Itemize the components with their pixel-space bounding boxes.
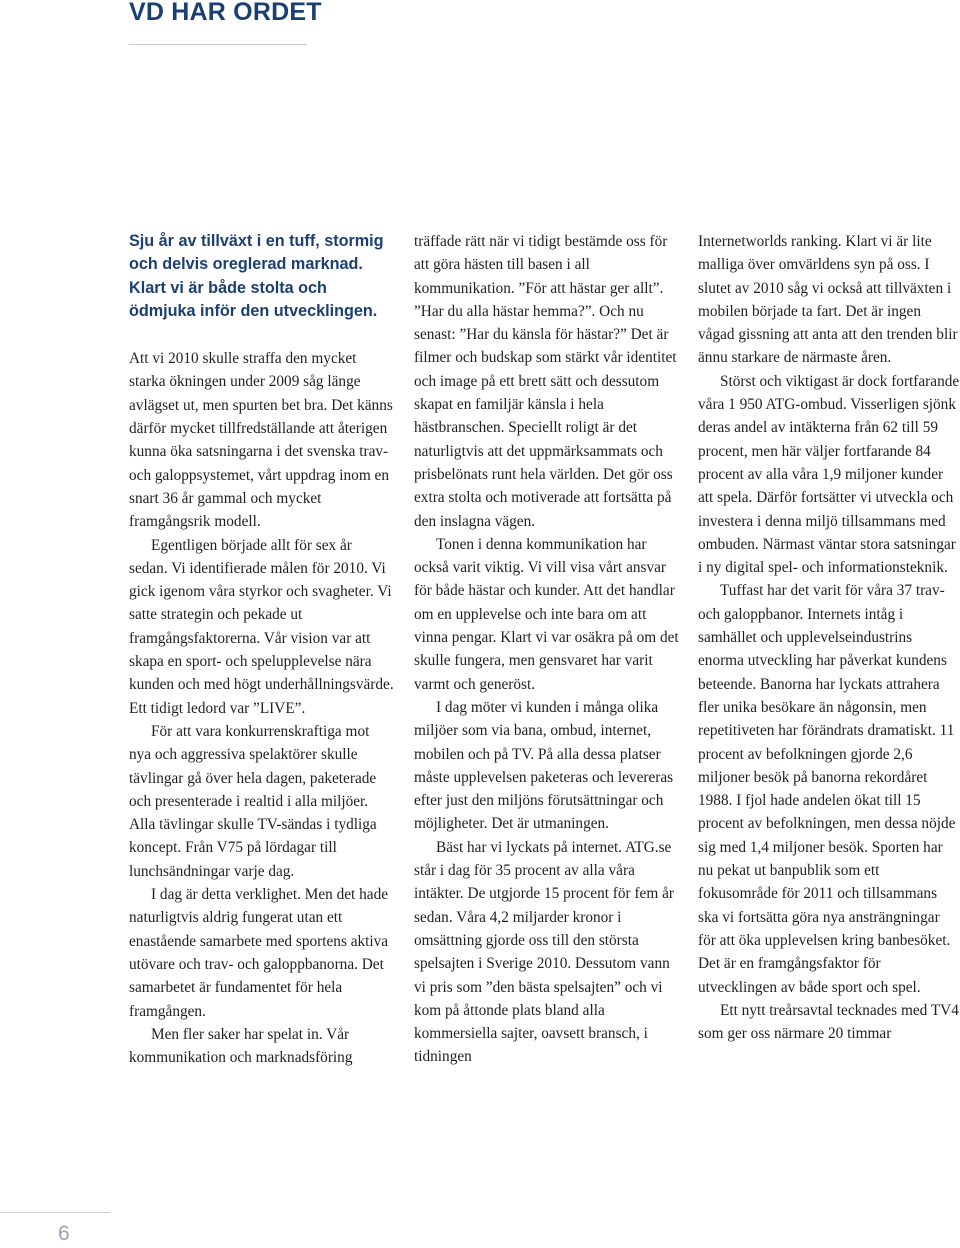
body-paragraph: Störst och viktigast är dock fortfarande våra 1 950 ATG-ombud. Visserligen sjönk deras andel av intäkterna från 62 till 59 procent, men här väljer fortfarande 84 procent av alla våra 1,9 miljoner kunder att spela. Därför fortsätter vi utveckla och investera i denna miljö tillsammans med ombuden. Närmast väntar stora satsningar i ny digital spel- och informationsteknik. [698, 372, 960, 577]
body-paragraph: För att vara konkurrenskraftiga mot nya och aggressiva spelaktörer skulle tävlingar gå över hela dagen, paketerade och presenterade i realtid i alla miljöer. Alla tävlingar skulle TV-sändas i tydliga koncept. Från V75 på lördagar till lunchsändningar varje dag. [129, 722, 377, 880]
body-paragraph: Bäst har vi lyckats på internet. ATG.se står i dag för 35 procent av alla våra intäkter. De utgjorde 15 procent för fem år sedan. Våra 4,2 miljarder kronor i omsättning gjorde oss till den största spelsajten i Sverige 2010. Dessutom vann vi pris som ”den bästa spelsajten” och vi kom på åttonde plats bland alla kommersiella sajter, oavsett bransch, i tidningen [414, 838, 674, 1066]
body-paragraph: Tonen i denna kommunikation har också varit viktig. Vi vill visa vårt ansvar för både hästar och kunder. Att det handlar om en upplevelse och inte bara om att vinna pengar. Klart vi var osäkra på om det skulle fungera, men gensvaret har varit varmt och generöst. [414, 535, 679, 693]
article-column-3 [698, 230, 960, 1045]
body-paragraph: I dag är detta verklighet. Men det hade naturligtvis aldrig fungerat utan ett enastående samarbete med sportens aktiva utövare och trav- och galoppbanorna. Det samarbetet är fundamentet för hela framgången. [129, 886, 389, 1020]
lead-paragraph: Sju år av tillväxt i en tuff, stormig och delvis oreglerad marknad. Klart vi är både stolta och ödmjuka inför den utvecklingen. [129, 232, 384, 320]
body-paragraph: Att vi 2010 skulle straffa den mycket starka ökningen under 2009 såg länge avlägset ut, men spurten bet bra. Det känns därför mycket tillfredställande att återigen kunna öka satsningarna i det svenska trav- och galoppsystemet, vårt uppdrag inom en snart 36 år gammal och mycket framgångsrik modell. [129, 350, 393, 531]
page-number: 6 [58, 1222, 70, 1245]
header-divider [129, 44, 307, 45]
body-paragraph: Tuffast har det varit för våra 37 trav- och galoppbanor. Internets intåg i samhället och upplevelseindustrins enorma utveckling har påverkat kundens beteende. Banorna har lyckats attrahera fler unika besökare än någonsin, men repetitiveten har förändrats dramatiskt. 11 procent av befolkningen gjorde 2,6 miljoner besök på banorna rekordåret 1988. I fjol hade andelen ökat till 15 procent av befolkningen, men dessa nöjde sig med 1,4 miljoner besök. Sporten har nu pekat ut banpublik som ett fokusområde för 2011 och tillsammans ska vi fortsätta göra nya ansträngningar för att öka upplevelsen kring banbesöket. Det är en framgångsfaktor för utvecklingen av både sport och spel. [698, 582, 956, 996]
body-paragraph: Egentligen började allt för sex år sedan. Vi identifierade målen för 2010. Vi gick igenom våra styrkor och svagheter. Vi satte strategin och pekade ut framgångsfaktorerna. Vår vision var att skapa en sport- och spelupplevelse nära kunden och med högt underhållningsvärde. Ett tidigt ledord var ”LIVE”. [129, 536, 394, 717]
article-column-2 [414, 230, 682, 1069]
body-paragraph: Men fler saker har spelat in. Vår kommunikation och marknadsföring [129, 1025, 353, 1067]
section-title: VD HAR ORDET [129, 0, 322, 26]
footer-divider [0, 1212, 110, 1213]
article-column-1 [129, 230, 394, 1069]
body-paragraph: I dag möter vi kunden i många olika miljöer som via bana, ombud, internet, mobilen och på TV. På alla dessa platser måste upplevelsen paketeras och levereras efter just den miljöns förutsättningar och möjligheter. Det är utmaningen. [414, 698, 674, 833]
body-paragraph: Ett nytt treårsavtal tecknades med TV4 som ger oss närmare 20 timmar [698, 1001, 959, 1043]
body-paragraph: träffade rätt när vi tidigt bestämde oss för att göra hästen till basen i all kommunikation. ”För att hästar ger allt”. ”Har du alla hästar hemma?”. Och nu senast: ”Har du känsla för hästar?” Det är filmer och budskap som stärkt vår identitet och image på ett brett sätt och dessutom skapat en familjär känsla i hela hästbranschen. Speciellt roligt är det naturligtvis att det uppmärksammats och prisbelönats runt hela världen. Det gör oss extra stolta och motiverade att fortsätta på den inslagna vägen. [414, 233, 677, 530]
body-paragraph: Internetworlds ranking. Klart vi är lite malliga över omvärldens syn på oss. I slutet av 2010 såg vi också att tillväxten i mobilen började ta fart. Det är ingen vågad gissning att anta att den trenden blir ännu starkare de närmaste åren. [698, 233, 958, 367]
